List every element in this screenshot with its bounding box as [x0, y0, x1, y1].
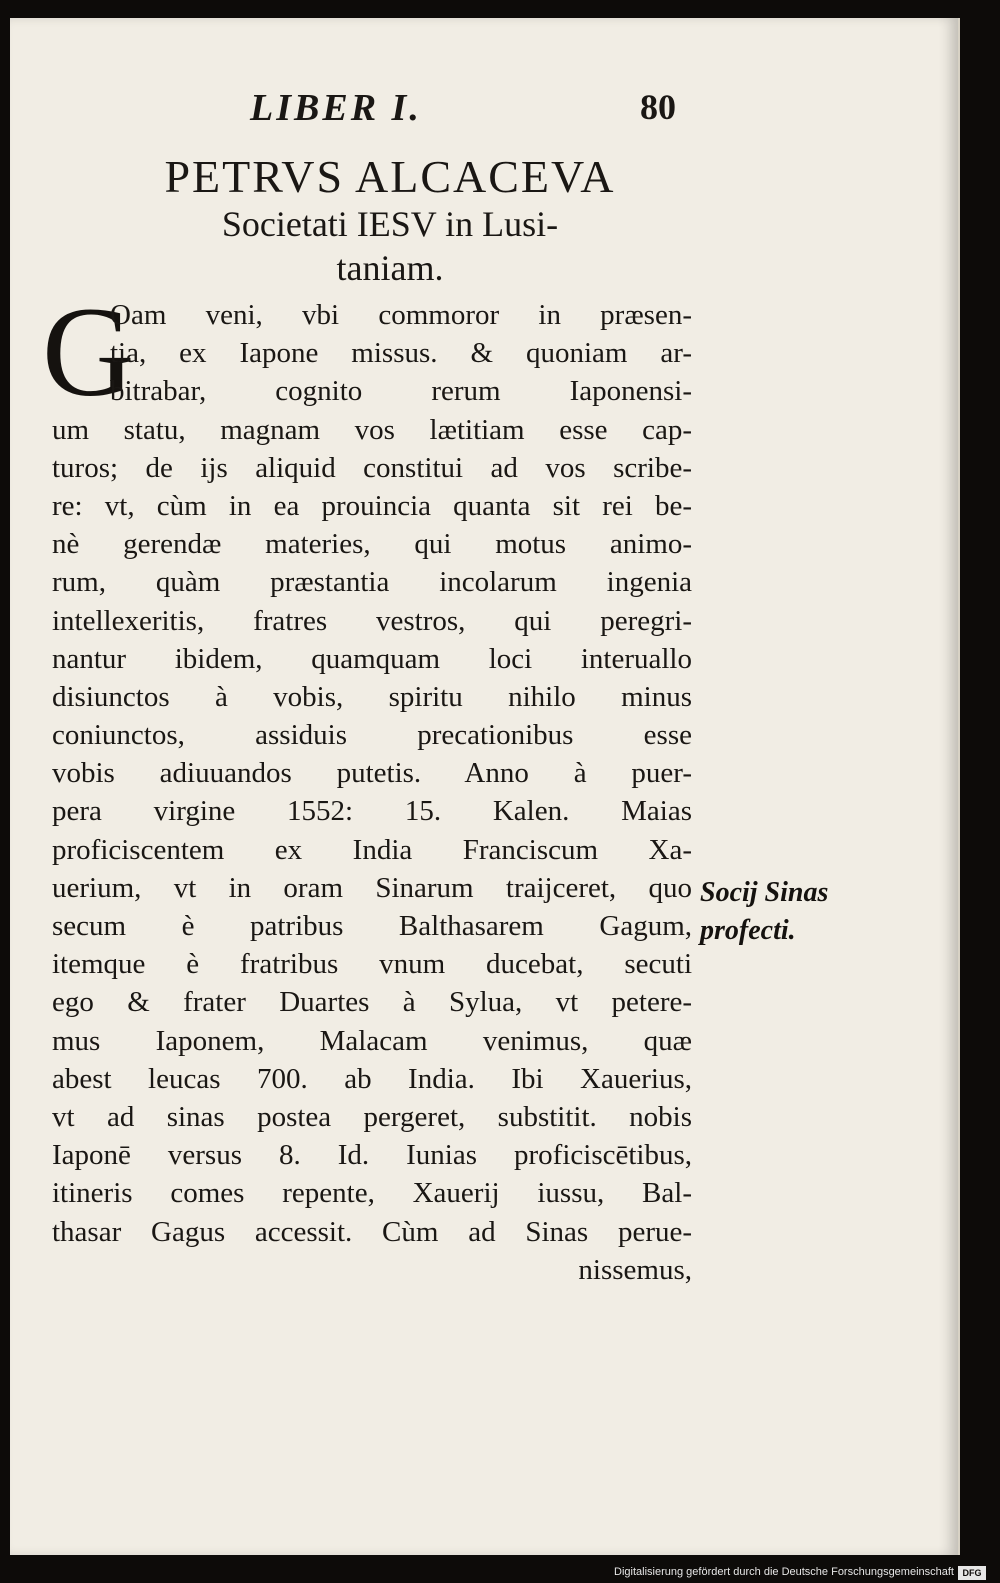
text-line: rum, quàm præstantia incolarum ingenia	[52, 566, 692, 599]
text-line: itineris comes repente, Xauerij iussu, Bal-	[52, 1177, 692, 1210]
text-line: um statu, magnam vos lætitiam esse cap-	[52, 413, 692, 446]
chapter-subtitle	[150, 202, 630, 290]
text-line: disiunctos à vobis, spiritu nihilo minus	[52, 680, 692, 713]
digitization-credit: Digitalisierung gefördert durch die Deutsche Forschungsgemeinschaft	[614, 1566, 954, 1578]
text-line: proficiscentem ex India Franciscum Xa-	[52, 833, 692, 866]
chapter-title: PETRVS ALCACEVA	[164, 151, 616, 202]
text-line: vt ad sinas postea pergeret, substitit. nobis	[52, 1100, 692, 1133]
text-line: bitrabar, cognito rerum Iaponensi-	[110, 375, 692, 408]
body-text	[52, 296, 692, 1289]
page-header	[240, 86, 700, 136]
page-number: 80	[640, 87, 676, 127]
drop-cap: G	[42, 281, 135, 423]
marginal-note	[700, 874, 860, 950]
text-line: vobis adiuuandos putetis. Anno à puer-	[52, 757, 692, 790]
subtitle-line: Societati IESV in Lusi-	[221, 204, 559, 244]
dfg-logo: DFG	[958, 1566, 986, 1580]
text-line: tia, ex Iapone missus. & quoniam ar-	[110, 337, 692, 370]
text-line: turos; de ijs aliquid constitui ad vos scribe-	[52, 451, 692, 484]
text-line: Oam veni, vbi commoror in præsen-	[110, 299, 692, 331]
text-line: itemque è fratribus vnum ducebat, secuti	[52, 948, 692, 981]
text-line: nè gerendæ materies, qui motus animo-	[52, 528, 692, 561]
text-line: nantur ibidem, quamquam loci interuallo	[52, 642, 692, 675]
text-line: abest leucas 700. ab India. Ibi Xauerius,	[52, 1062, 692, 1095]
text-line: intellexeritis, fratres vestros, qui peregri-	[52, 604, 692, 637]
subtitle-line: taniam.	[336, 248, 444, 288]
running-title: LIBER I.	[250, 87, 422, 129]
text-line: pera virgine 1552: 15. Kalen. Maias	[52, 795, 692, 828]
text-line: uerium, vt in oram Sinarum traijceret, quo	[52, 871, 692, 904]
catchword-line: nissemus,	[578, 1253, 692, 1286]
text-line: mus Iaponem, Malacam venimus, quæ	[52, 1024, 692, 1057]
text-line: thasar Gagus accessit. Cùm ad Sinas perue-	[52, 1215, 692, 1248]
text-line: re: vt, cùm in ea prouincia quanta sit rei be-	[52, 489, 692, 522]
text-line: coniunctos, assiduis precationibus esse	[52, 719, 692, 752]
text-line: ego & frater Duartes à Sylua, vt petere-	[52, 986, 692, 1019]
text-line: Iaponē versus 8. Id. Iunias proficiscētibus,	[52, 1139, 692, 1172]
text-line: secum è patribus Balthasarem Gagum,	[52, 910, 692, 942]
marginal-note-line: profecti.	[700, 915, 796, 946]
marginal-note-line: Socij Sinas	[700, 877, 829, 908]
